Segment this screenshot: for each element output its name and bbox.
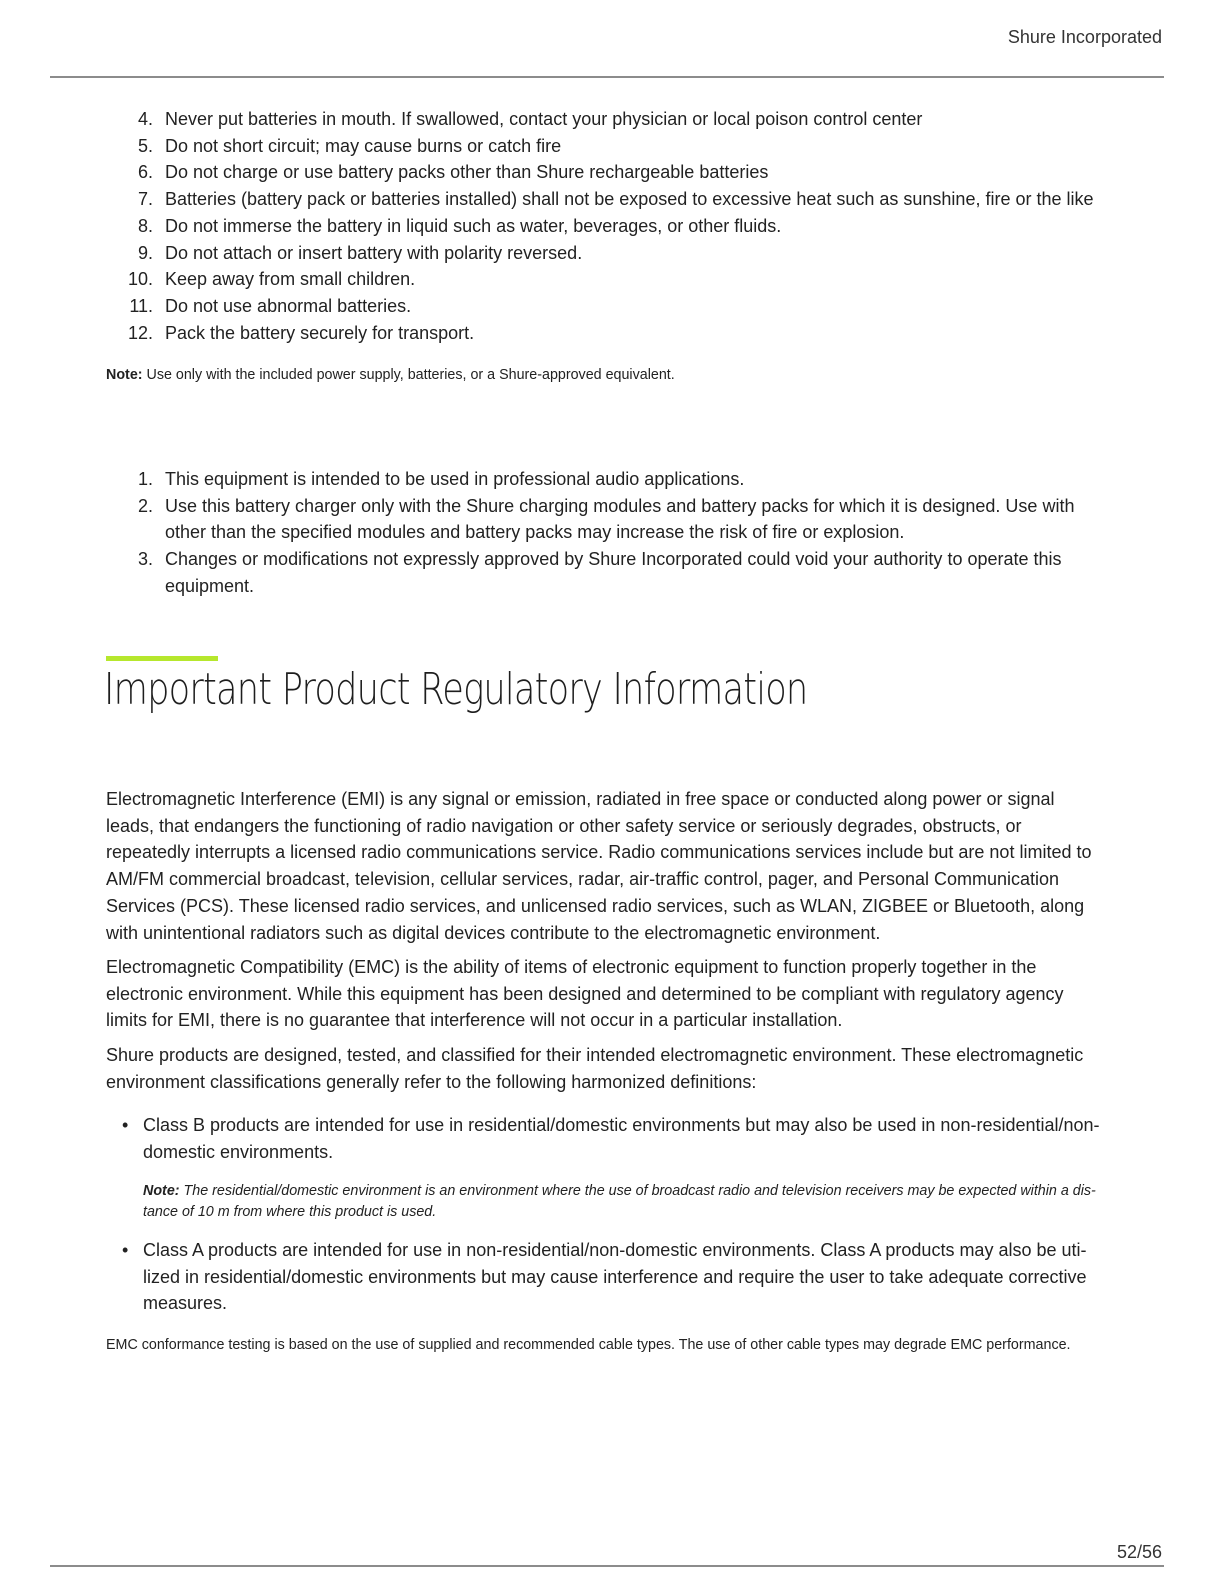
list-item-text: Keep away from small children. [165,269,416,290]
header-company-name: Shure Incorporated [1007,27,1162,47]
section-accent-bar [106,656,218,661]
list-item [106,493,1106,546]
list-item-number: 4. [137,109,153,129]
list-item-text: Do not short circuit; may cause burns or catch fire [165,135,562,156]
list-item [106,133,1106,160]
list-item-number: 10. [127,269,153,290]
list-item [106,1112,1106,1165]
class-a-text: Class A products are intended for use in non-residential/non-domestic environments. Class A products may also be utilized in residential/domestic environments but may cause interference and require the user to take adequate corrective measures. [143,1240,1087,1314]
note-text: The residential/domestic environment is an environment where the use of broadcast radio and television receivers may be expected within a distance of 10 m from where this product is used. [143,1183,1096,1220]
bullet-icon: • [122,1240,129,1260]
list-item-text: Changes or modifications not expressly approved by Shure Incorporated could void your authority to operate this equipment. [165,549,1062,596]
list-item [106,293,1106,320]
list-item-number: 7. [137,189,153,210]
list-item-text: Never put batteries in mouth. If swallowed, contact your physician or local poison control center [165,109,923,129]
emc-conformance-text: EMC conformance testing is based on the use of supplied and recommended cable types. The use of other cable types may degrade EMC performance. [106,1337,1071,1353]
list-item-text: Do not attach or insert battery with polarity reversed. [165,242,583,263]
list-item-number: 3. [137,549,153,570]
list-item [106,106,1106,133]
list-item-number: 6. [137,162,153,183]
header-divider [50,76,1164,78]
emi-paragraph: Electromagnetic Interference (EMI) is any signal or emission, radiated in free space or conducted along power or signal leads, that endangers the functioning of radio navigation or other safety service or seriously degrades, obstructs, or repeatedly interrupts a licensed radio communications service. Radio communications services include but are not limited to AM/FM commercial broadcast, television, cellular services, radar, air-traffic control, pager, and Personal Communication Services (PCS). These licensed radio services, and unlicensed radio services, such as WLAN, ZIGBEE or Bluetooth, along with unintentional radiators such as digital devices contribute to the electromagnetic environment. [106,789,1092,943]
list-item-number: 11. [129,295,153,316]
list-item [106,240,1106,267]
section-title: Important Product Regulatory Information [104,664,808,715]
class-b-text: Class B products are intended for use in residential/domestic environments but may also be used in non-residential/non-domestic environments. [143,1115,1100,1162]
power-supply-note [106,365,1116,385]
list-item [106,213,1106,240]
note-text: Use only with the included power supply, batteries, or a Shure-approved equivalent. [142,367,675,383]
battery-safety-list [106,106,1106,346]
list-item-text: This equipment is intended to be used in professional audio applications. [165,469,745,489]
list-item-text: Use this battery charger only with the Shure charging modules and battery packs for which it is designed. Use with other than the specified modules and battery packs may increase the risk of fire or explosion. [165,495,1075,543]
class-b-list [106,1112,1106,1165]
list-item-text: Do not use abnormal batteries. [165,295,412,316]
list-item-text: Do not charge or use battery packs other than Shure rechargeable batteries [165,162,769,183]
list-item [106,186,1106,213]
list-item [106,159,1106,186]
list-item-number: 1. [137,469,153,489]
note-label: Note: [106,367,143,383]
list-item-number: 8. [137,215,153,236]
page-number: 52/56 [1116,1542,1162,1562]
note-label: Note: [143,1183,180,1199]
list-item-number: 9. [137,242,153,263]
list-item-text: Do not immerse the battery in liquid such as water, beverages, or other fluids. [165,215,782,236]
list-item [106,466,1106,493]
bullet-icon: • [122,1115,129,1135]
list-item [106,546,1106,599]
list-item-number: 5. [137,135,153,156]
list-item-number: 12. [127,322,153,343]
list-item [106,320,1106,347]
classification-paragraph: Shure products are designed, tested, and classified for their intended electromagnetic environment. These electromagnetic environment classifications generally refer to the following harmonized definitions: [106,1045,1084,1092]
footer-divider [50,1565,1164,1567]
class-a-list [106,1237,1106,1317]
list-item [106,266,1106,293]
charger-safety-list [106,466,1106,600]
emc-paragraph: Electromagnetic Compatibility (EMC) is the ability of items of electronic equipment to function properly together in the electronic environment. While this equipment has been designed and determined to be compliant with regulatory agency limits for EMI, there is no guarantee that interference will not occur in a particular installation. [106,957,1064,1031]
list-item-number: 2. [137,495,153,516]
residential-note [143,1181,1108,1222]
list-item [106,1237,1106,1317]
list-item-text: Batteries (battery pack or batteries installed) shall not be exposed to excessive heat such as sunshine, fire or the like [165,189,1094,210]
list-item-text: Pack the battery securely for transport. [165,322,475,343]
